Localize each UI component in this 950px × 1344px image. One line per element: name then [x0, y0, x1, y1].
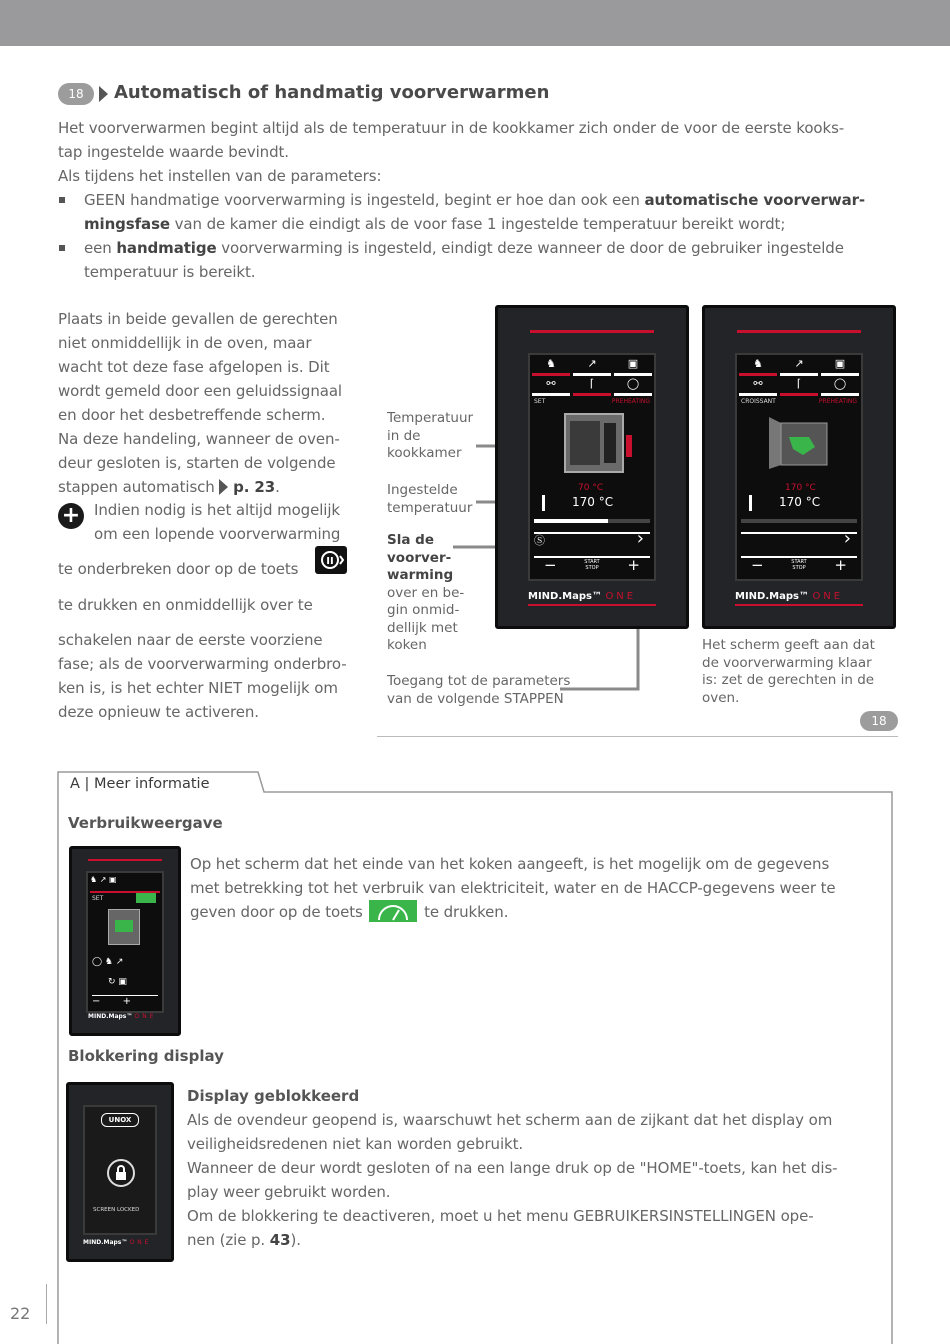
callout-set-temperature: Ingestelde temperatuur [387, 482, 473, 516]
svg-text:II: II [326, 556, 334, 567]
tab-book-icon[interactable]: ▣ [614, 357, 652, 376]
page-ref-link[interactable]: p. 23 [233, 478, 276, 496]
chamber-temperature: 170 °C [785, 483, 816, 493]
consumption-screen-image [69, 846, 181, 1036]
locked-screen-image [66, 1082, 174, 1262]
consumption-text: Op het scherm dat het einde van het koken aangeeft, is het mogelijk om de gegevens met betrekking tot het verbruik van elektriciteit, water en de HACCP-gegevens weer te geven door op de toets te drukken. [190, 855, 836, 921]
page-ref-link[interactable]: 43 [269, 1231, 291, 1249]
screen-locked-label: SCREEN LOCKED [93, 1207, 140, 1213]
lock-text: Als de ovendeur geopend is, waarschuwt het scherm aan de zijkant dat het display om veiligheidsredenen niet kan worden gebruikt. Wanneer de deur wordt gesloten of na een lange druk op de "HOME"-toets, kan het dis- play weer gebruikt worden. Om de blokkering te deactiveren, moet u het menu GEBRUIKERSINSTELLINGEN ope- nen (zie p. 43). [187, 1111, 838, 1249]
tab-fan-icon[interactable]: ⚯ [532, 377, 570, 396]
display-screen [86, 871, 164, 1013]
bullet-item-2: een handmatige voorverwarming is ingesteld, eindigt deze wanneer de door de gebruiker ingestelde temperatuur is bereikt. [84, 239, 844, 281]
note-text: te onderbreken door op de toets [58, 560, 299, 578]
set-temperature: 170 °C [572, 495, 614, 509]
tab-book-icon[interactable]: ▣ [821, 357, 859, 376]
chamber-temperature: 70 °C [578, 483, 604, 493]
consumption-key-icon [369, 900, 417, 922]
consumption-key-icon [136, 893, 156, 903]
callout-skip-preheat: Sla de voorver- warming over en be- gin onmid- dellijk met koken [387, 532, 465, 653]
page-number-divider [46, 1284, 47, 1324]
accent-line [88, 859, 162, 861]
status-label: PREHEATING [611, 398, 650, 405]
intro-line: Als tijdens het instellen van de parameters: [58, 167, 382, 185]
display-screen [83, 1105, 157, 1235]
section-title: Automatisch of handmatig voorverwarmen [114, 82, 550, 103]
lock-subtitle: Display geblokkeerd [187, 1087, 360, 1105]
lock-icon [107, 1159, 135, 1187]
start-stop-button[interactable]: START STOP [584, 559, 600, 571]
unox-logo: UNOX [101, 1113, 139, 1127]
tab-chart-icon[interactable]: ↗ [573, 357, 611, 376]
note-text: Indien nodig is het altijd mogelijk om een lopende voorverwarming [94, 501, 341, 543]
status-label: PREHEATING [818, 398, 857, 405]
page-number: 22 [10, 1304, 31, 1323]
tab-probe-icon[interactable]: ⌈ [573, 377, 611, 396]
lock-title: Blokkering display [68, 1047, 224, 1065]
mini-oven [108, 909, 140, 945]
info-box-tab-label: A | Meer informatie [70, 776, 210, 792]
consumption-title: Verbruikweergave [68, 814, 223, 832]
left-column-text: Plaats in beide gevallen de gerechten niet onmiddellijk in de oven, maar wacht tot deze fase afgelopen is. Dit wordt gemeld door een geluidssignaal en door het desbetreffende scherm. Na deze handeling, wanneer de oven- deur gesloten is, starten de volgende stappen automatisch p. 23. [58, 310, 343, 496]
intro-line: Het voorverwarmen begint altijd als de temperatuur in de kookkamer zich onder de voor de eerste kooks- [58, 119, 845, 137]
start-stop-button[interactable]: START STOP [791, 559, 807, 571]
next-button[interactable]: › [843, 528, 851, 549]
tab-fan-icon[interactable]: ⚯ [739, 377, 777, 396]
minus-button[interactable]: − [751, 556, 764, 574]
callout-chamber-temperature: Temperatuur in de kookkamer [387, 410, 474, 461]
mini-tabs: ♞ ↗ ▣ [90, 875, 160, 893]
brand-logo: MIND.Maps™ ONE [88, 1013, 157, 1020]
plus-note-icon: + [58, 503, 84, 529]
figure-number-badge: 18 [860, 711, 898, 731]
bullet-item-1: GEEN handmatige voorverwarming is ingesteld, begint er hoe dan ook een automatische voorverwar- mingsfase van de kamer die eindigt als de voor fase 1 ingestelde temperatuur bereikt wordt; [84, 191, 866, 233]
minus-button[interactable]: − [544, 556, 557, 574]
plus-button[interactable]: + [834, 556, 847, 574]
set-temperature: 170 °C [779, 495, 821, 509]
tab-timer-icon[interactable]: ◯ [821, 377, 859, 396]
tab-timer-icon[interactable]: ◯ [614, 377, 652, 396]
recipe-label: CROISSANT [741, 398, 776, 405]
section-number-badge: 18 [58, 83, 94, 105]
plus-button[interactable]: + [627, 556, 640, 574]
tab-chart-icon[interactable]: ↗ [780, 357, 818, 376]
brand-logo: MIND.Maps™ ONE [528, 591, 637, 602]
mini-set-label: SET [92, 895, 104, 902]
brand-logo: MIND.Maps™ ONE [83, 1239, 152, 1246]
mini-icons-row: ↻ ▣ [108, 977, 127, 987]
next-button[interactable]: › [636, 528, 644, 549]
tab-chef-icon[interactable]: ♞ [739, 357, 777, 376]
tab-chef-icon[interactable]: ♞ [532, 357, 570, 376]
note-text: schakelen naar de eerste voorziene fase; als de voorverwarming onderbro- ken is, is het echter NIET mogelijk om deze opnieuw te activeren. [58, 631, 347, 721]
tab-probe-icon[interactable]: ⌈ [780, 377, 818, 396]
brand-logo: MIND.Maps™ ONE [735, 591, 844, 602]
caption-ready: Het scherm geeft aan dat de voorverwarming klaar is: zet de gerechten in de oven. [702, 637, 875, 706]
mini-icons-row: ◯ ♞ ↗ [92, 957, 124, 967]
skip-preheat-button[interactable]: Ⓢ [534, 534, 545, 547]
mini-controls: − + [92, 995, 158, 1007]
recipe-label: SET [534, 398, 546, 405]
callout-next-steps: Toegang tot de parameters van de volgende STAPPEN [387, 673, 571, 707]
intro-line: tap ingestelde waarde bevindt. [58, 143, 289, 161]
note-text: te drukken en onmiddellijk over te [58, 596, 313, 614]
